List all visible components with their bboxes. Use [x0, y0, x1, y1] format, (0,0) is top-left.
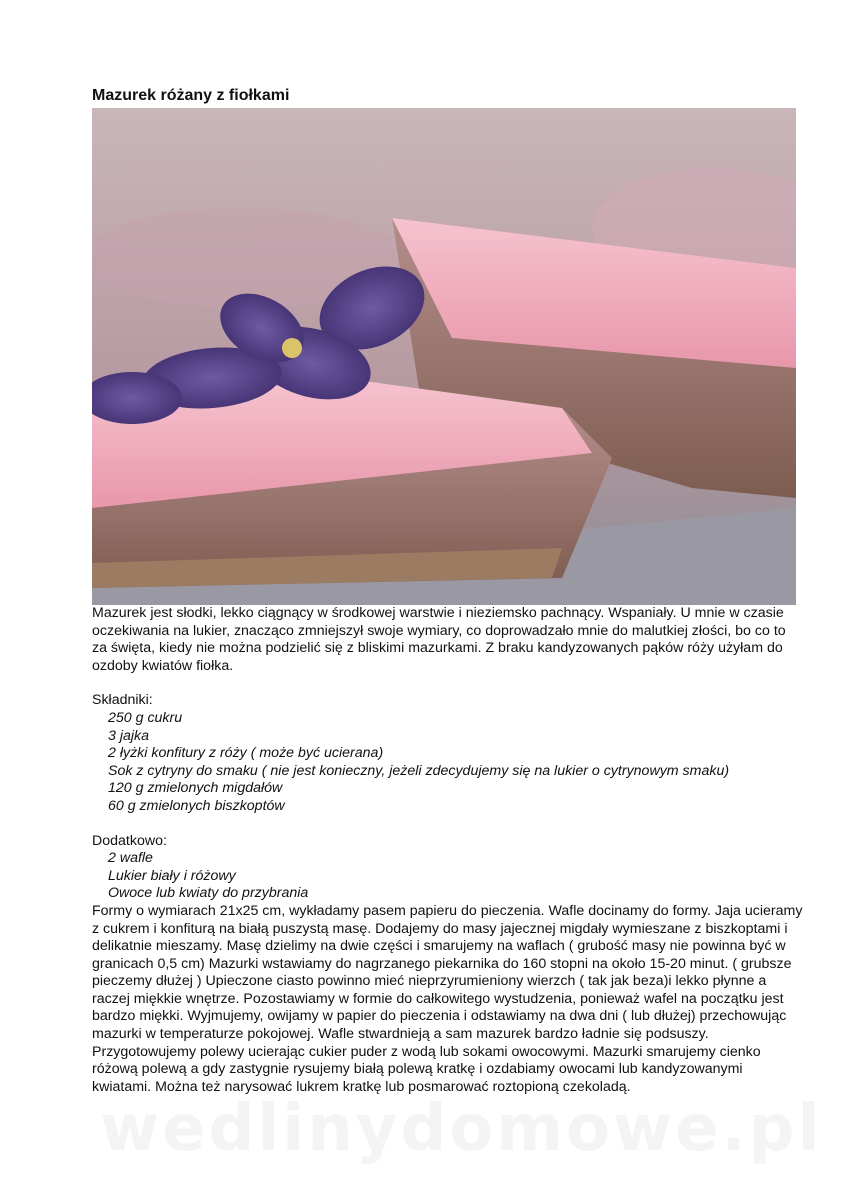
method-paragraph: Przygotowujemy polewy ucierając cukier puder z wodą lub sokami owocowymi. Mazurki smarujemy cienko różową polewą a gdy zastygnie rysujemy białą polewą kratkę i ozdabiamy owocami lub kandyzowanymi kwiatami. Można też narysować lukrem kratkę lub posmarować roztopioną czekoladą. — [92, 1043, 761, 1095]
list-item: 250 g cukru — [108, 709, 183, 726]
method-paragraph: Formy o wymiarach 21x25 cm, wykładamy pasem papieru do pieczenia. Wafle docinamy do formy. Jaja ucieramy z cukrem i konfiturą na białą puszystą masę. Dodajemy do masy jajecznej migdały wymieszane z biszkoptami i delikatnie mieszamy. Masę dzielimy na dwie części i smarujemy na waflach ( grubość masy nie powinna być w granicach 0,5 cm) Mazurki wstawiamy do nagrzanego piekarnika do 160 stopni na około 15-20 minut. ( grubsze pieczemy dłużej ) Upieczone ciasto powinno mieć nieprzyrumieniony wierzch ( tak jak beza)i lekko płynne a raczej miękkie wnętrze. Pozostawiamy w formie do całkowitego wystudzenia, ponieważ wafel na początku jest bardzo miękki. Wyjmujemy, owijamy w papier do pieczenia i odstawiamy na dwa dni ( lub dłużej) przechowując mazurki w temperaturze pokojowej. Wafle stwardnieją a sam mazurek bardzo ładnie się podsuszy. — [92, 902, 803, 1043]
ingredients-label: Składniki: — [92, 692, 153, 709]
list-item: 2 wafle — [108, 850, 153, 867]
list-item: Owoce lub kwiaty do przybrania — [108, 885, 309, 902]
list-item: Lukier biały i różowy — [108, 867, 236, 884]
mazurek-photo — [92, 108, 796, 605]
watermark-logo: wedlinydomowe.pl — [100, 1092, 823, 1166]
recipe-page — [92, 86, 804, 1096]
list-item: Sok z cytryny do smaku ( nie jest konieczny, jeżeli zdecydujemy się na lukier o cytrynowym smaku) — [108, 762, 730, 779]
mazurek-photo-illustration — [92, 108, 796, 605]
ingredients-list — [92, 710, 804, 816]
recipe-title: Mazurek różany z fiołkami — [92, 87, 290, 104]
extras-label: Dodatkowo: — [92, 832, 167, 849]
list-item: 2 łyżki konfitury z róży ( może być ucierana) — [108, 745, 384, 762]
list-item: 120 g zmielonych migdałów — [108, 780, 283, 797]
extras-list — [92, 850, 804, 903]
intro-paragraph: Mazurek jest słodki, lekko ciągnący w środkowej warstwie i nieziemsko pachnący. Wspaniały. U mnie w czasie oczekiwania na lukier, znacząco zmniejszył swoje wymiary, co doprowadzało mnie do malutkiej złości, bo co to za święta, kiedy nie można podzielić się z bliskimi mazurkami. Z braku kandyzowanych pąków róży użyłam do ozdoby kwiatów fiołka. — [92, 605, 786, 674]
list-item: 60 g zmielonych biszkoptów — [108, 797, 285, 814]
list-item: 3 jajka — [108, 727, 150, 744]
